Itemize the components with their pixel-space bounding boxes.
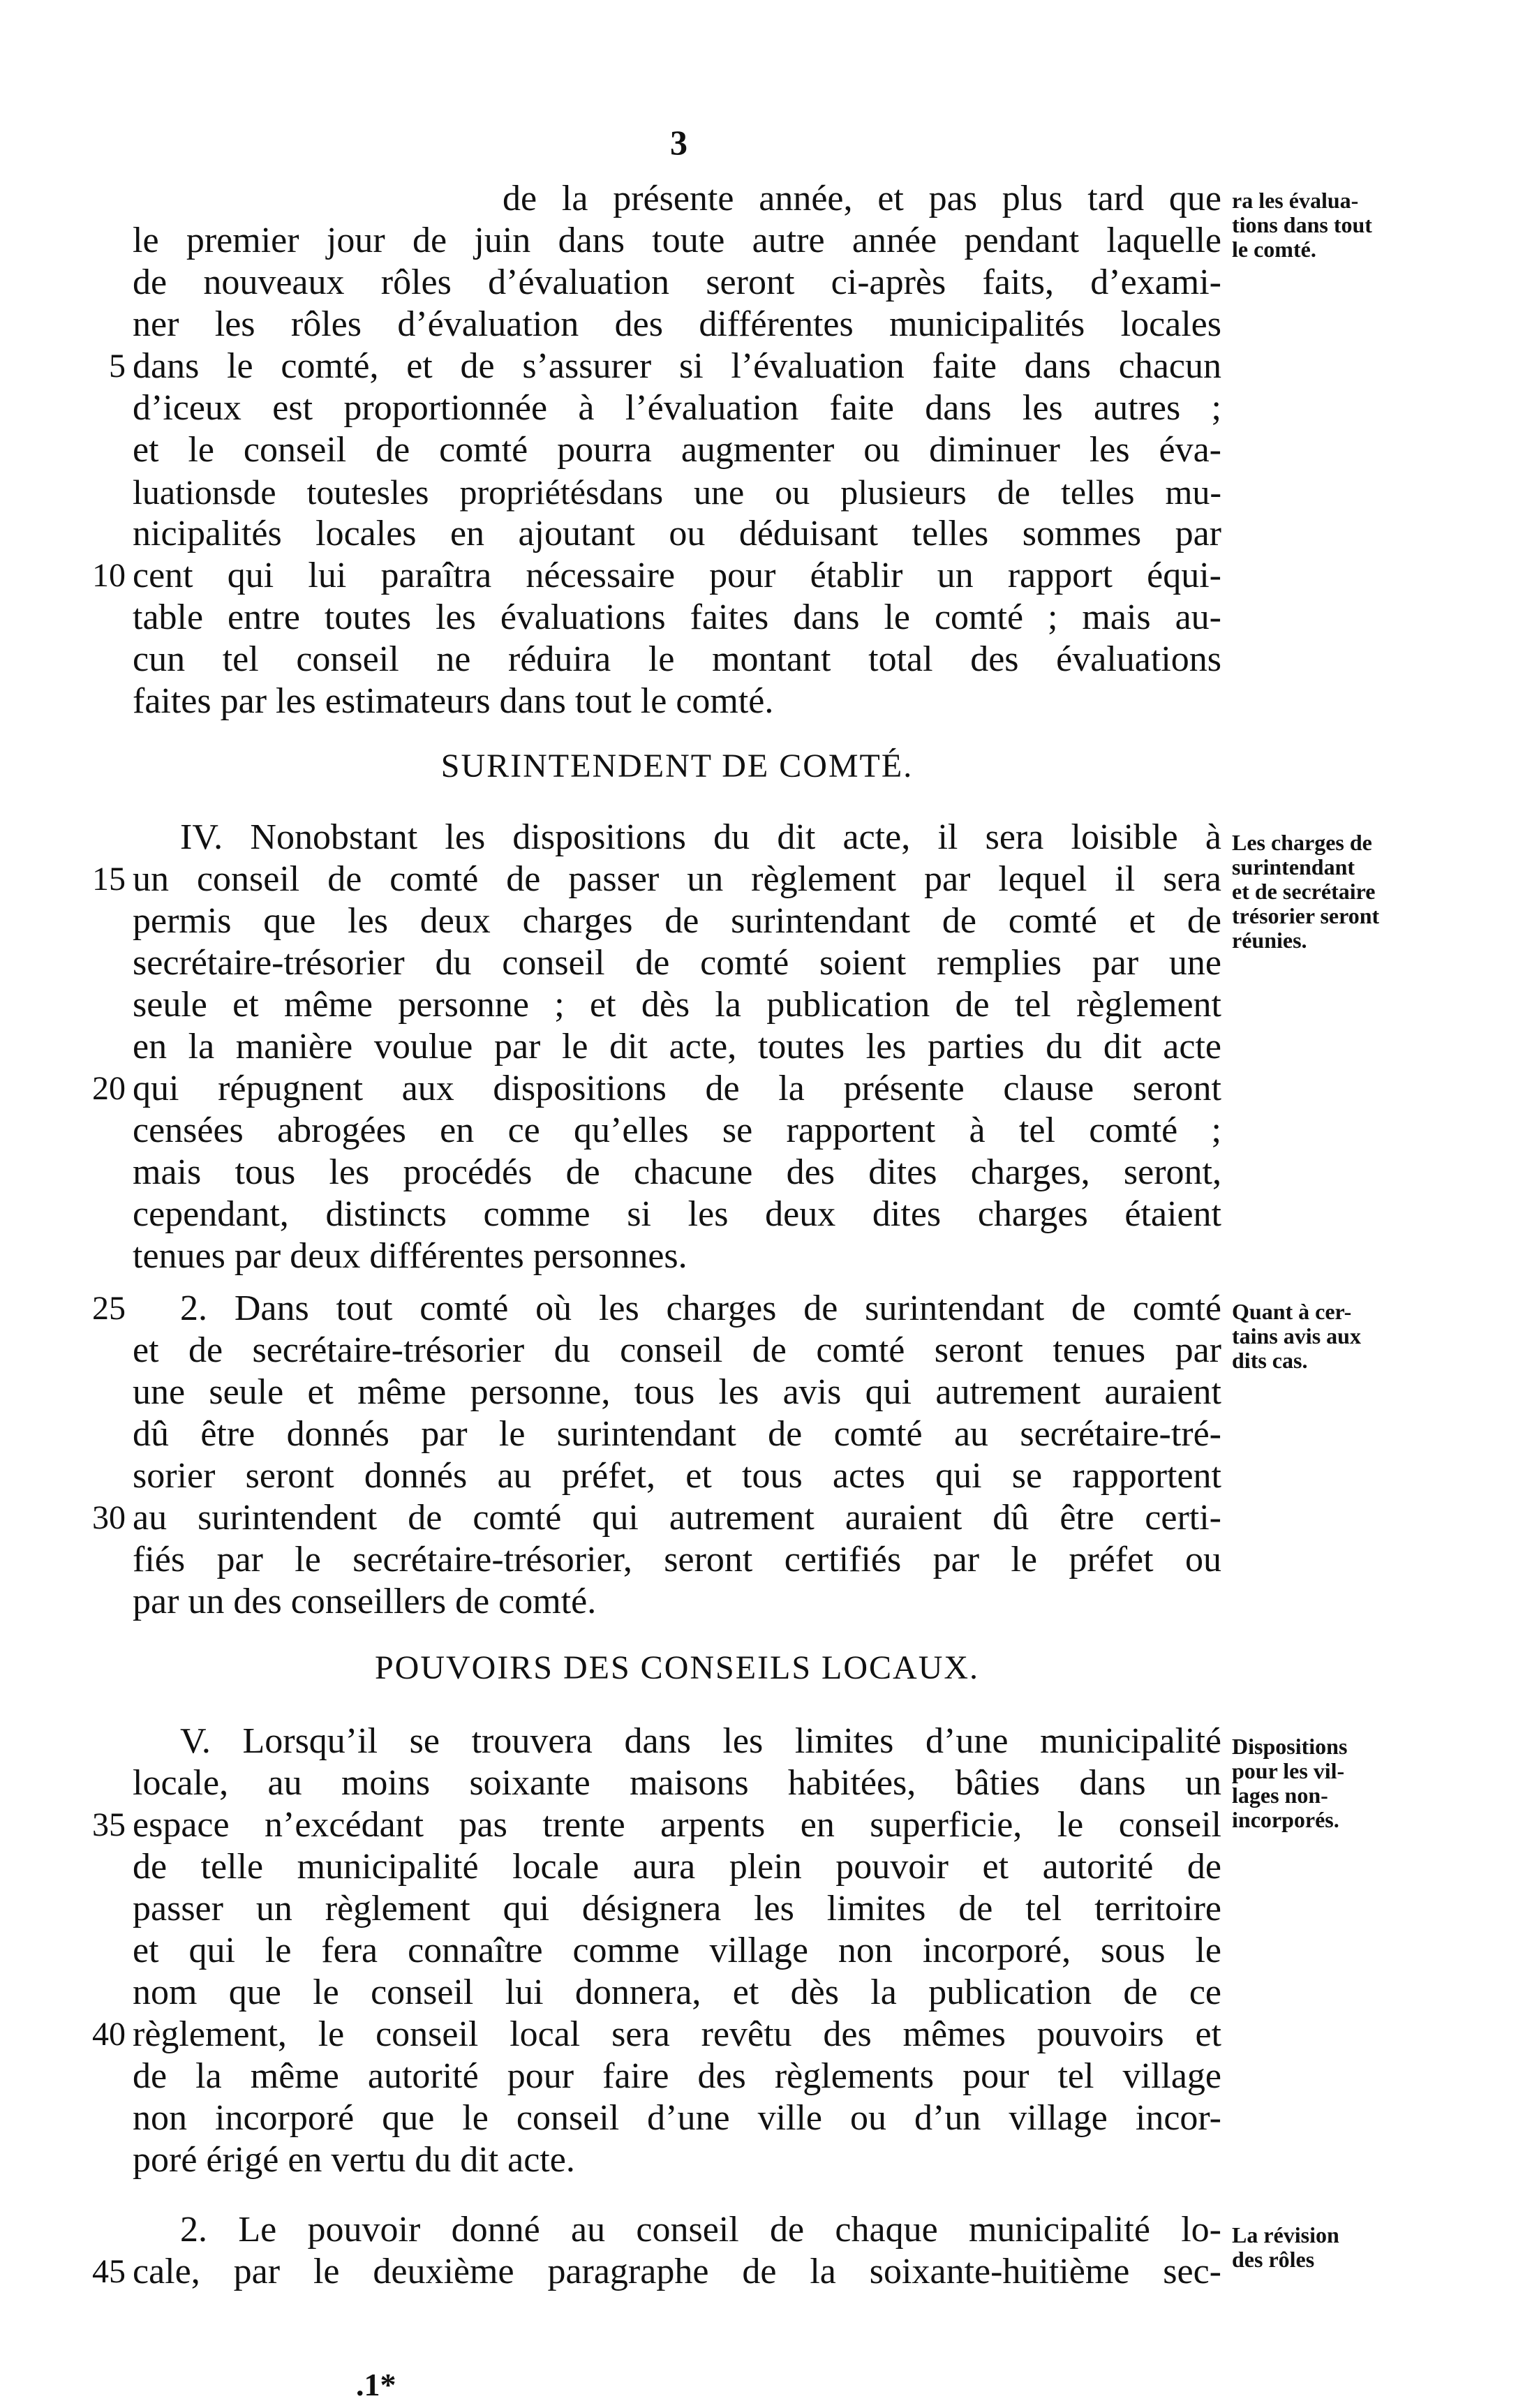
margin-note <box>1232 831 1427 953</box>
text-line: de la même autorité pour faire des règlements pour tel village <box>133 2056 1221 2096</box>
text-line: et le conseil de comté pourra augmenter ou diminuer les éva- <box>133 430 1221 470</box>
text-line: par un des conseillers de comté. <box>133 1582 597 1621</box>
text-line: de la présente année, et pas plus tard que <box>503 179 1221 218</box>
text-line: sorier seront donnés au préfet, et tous actes qui se rapportent <box>133 1456 1221 1496</box>
margin-note <box>1232 2223 1427 2272</box>
margin-note-line: dits cas. <box>1232 1348 1308 1373</box>
margin-note <box>1232 1734 1427 1832</box>
text-line: ner les rôles d’évaluation des différentes municipalités locales <box>133 304 1221 344</box>
margin-note-line: surintendant <box>1232 854 1355 879</box>
text-line: 2. Le pouvoir donné au conseil de chaque municipalité lo- <box>180 2210 1221 2250</box>
text-line: d’iceux est proportionnée à l’évaluation faite dans les autres ; <box>133 388 1221 428</box>
text-line: passer un règlement qui désignera les limites de tel territoire <box>133 1889 1221 1928</box>
text-line: seule et même personne ; et dès la publication de tel règlement <box>133 985 1221 1025</box>
text-line: en la manière voulue par le dit acte, toutes les parties du dit acte <box>133 1027 1221 1066</box>
text-line: nicipalités locales en ajoutant ou déduisant telles sommes par <box>133 514 1221 553</box>
margin-note-line: Dispositions <box>1232 1734 1348 1759</box>
margin-note-line: Quant à cer- <box>1232 1299 1352 1324</box>
line-number: 5 <box>109 348 126 385</box>
section-heading: POUVOIRS DES CONSEILS LOCAUX. <box>374 1649 980 1686</box>
text-line: non incorporé que le conseil d’une ville ou d’un village incor- <box>133 2098 1221 2138</box>
text-line: permis que les deux charges de surintendant de comté et de <box>133 901 1221 941</box>
text-line: luationsde toutesles propriétésdans une ou plusieurs de telles mu- <box>133 473 1221 512</box>
margin-note-line: pour les vil- <box>1232 1758 1345 1783</box>
margin-note-line: des rôles <box>1232 2247 1315 2272</box>
line-number: 25 <box>92 1290 126 1327</box>
line-number: 30 <box>92 1499 126 1536</box>
text-line: une seule et même personne, tous les avis qui autrement auraient <box>133 1372 1221 1412</box>
margin-note <box>1232 1300 1427 1373</box>
line-number: 15 <box>92 861 126 898</box>
margin-note-line: Les charges de <box>1232 830 1372 855</box>
text-line: et de secrétaire-trésorier du conseil de comté seront tenues par <box>133 1330 1221 1370</box>
text-line: de nouveaux rôles d’évaluation seront ci-après faits, d’exami- <box>133 262 1221 302</box>
margin-note-line: La révision <box>1232 2222 1339 2247</box>
text-line: table entre toutes les évaluations faites dans le comté ; mais au- <box>133 597 1221 637</box>
margin-note-line: trésorier seront <box>1232 903 1380 928</box>
text-line: nom que le conseil lui donnera, et dès la publication de ce <box>133 1972 1221 2012</box>
line-number: 20 <box>92 1070 126 1107</box>
text-line: poré érigé en vertu du dit acte. <box>133 2140 575 2180</box>
line-number: 40 <box>92 2016 126 2053</box>
margin-note-line: réunies. <box>1232 928 1307 953</box>
margin-note-line: tions dans tout <box>1232 212 1372 237</box>
line-number: 45 <box>92 2253 126 2290</box>
text-line: dû être donnés par le surintendant de comté au secrétaire-tré- <box>133 1414 1221 1454</box>
margin-note <box>1232 188 1427 262</box>
margin-note-line: ra les évalua- <box>1232 188 1359 213</box>
signature-mark: .1* <box>356 2367 396 2402</box>
margin-note-line: incorporés. <box>1232 1807 1339 1832</box>
text-line: le premier jour de juin dans toute autre année pendant laquelle <box>133 221 1221 260</box>
margin-note-line: tains avis aux <box>1232 1323 1361 1348</box>
text-line: tenues par deux différentes personnes. <box>133 1236 687 1276</box>
text-line: au surintendent de comté qui autrement auraient dû être certi- <box>133 1498 1221 1538</box>
text-line: cent qui lui paraîtra nécessaire pour établir un rapport équi- <box>133 556 1221 595</box>
margin-note-line: le comté. <box>1232 237 1316 262</box>
text-line: mais tous les procédés de chacune des dites charges, seront, <box>133 1152 1221 1192</box>
text-line: faites par les estimateurs dans tout le comté. <box>133 681 774 721</box>
text-line: règlement, le conseil local sera revêtu des mêmes pouvoirs et <box>133 2014 1221 2054</box>
text-line: cale, par le deuxième paragraphe de la soixante-huitième sec- <box>133 2252 1221 2291</box>
text-line: fiés par le secrétaire-trésorier, seront certifiés par le préfet ou <box>133 1540 1221 1580</box>
text-line: censées abrogées en ce qu’elles se rapportent à tel comté ; <box>133 1110 1221 1150</box>
text-line: espace n’excédant pas trente arpents en superficie, le conseil <box>133 1805 1221 1845</box>
page-number: 3 <box>670 123 688 162</box>
text-line: V. Lorsqu’il se trouvera dans les limites d’une municipalité <box>180 1721 1221 1761</box>
text-line: IV. Nonobstant les dispositions du dit acte, il sera loisible à <box>180 817 1221 857</box>
line-number: 35 <box>92 1806 126 1843</box>
text-line: un conseil de comté de passer un règlement par lequel il sera <box>133 859 1221 899</box>
text-line: cun tel conseil ne réduira le montant total des évaluations <box>133 639 1221 679</box>
text-line: cependant, distincts comme si les deux dites charges étaient <box>133 1194 1221 1234</box>
text-line: dans le comté, et de s’assurer si l’évaluation faite dans chacun <box>133 346 1221 386</box>
text-line: qui répugnent aux dispositions de la présente clause seront <box>133 1069 1221 1108</box>
text-line: et qui le fera connaître comme village non incorporé, sous le <box>133 1931 1221 1970</box>
margin-note-line: lages non- <box>1232 1783 1328 1808</box>
text-line: locale, au moins soixante maisons habitées, bâties dans un <box>133 1763 1221 1803</box>
text-line: 2. Dans tout comté où les charges de surintendant de comté <box>180 1288 1221 1328</box>
margin-note-line: et de secrétaire <box>1232 879 1376 904</box>
section-heading: SURINTENDENT DE COMTÉ. <box>440 748 914 785</box>
text-line: secrétaire-trésorier du conseil de comté soient remplies par une <box>133 943 1221 983</box>
text-line: de telle municipalité locale aura plein pouvoir et autorité de <box>133 1847 1221 1887</box>
line-number: 10 <box>92 557 126 594</box>
